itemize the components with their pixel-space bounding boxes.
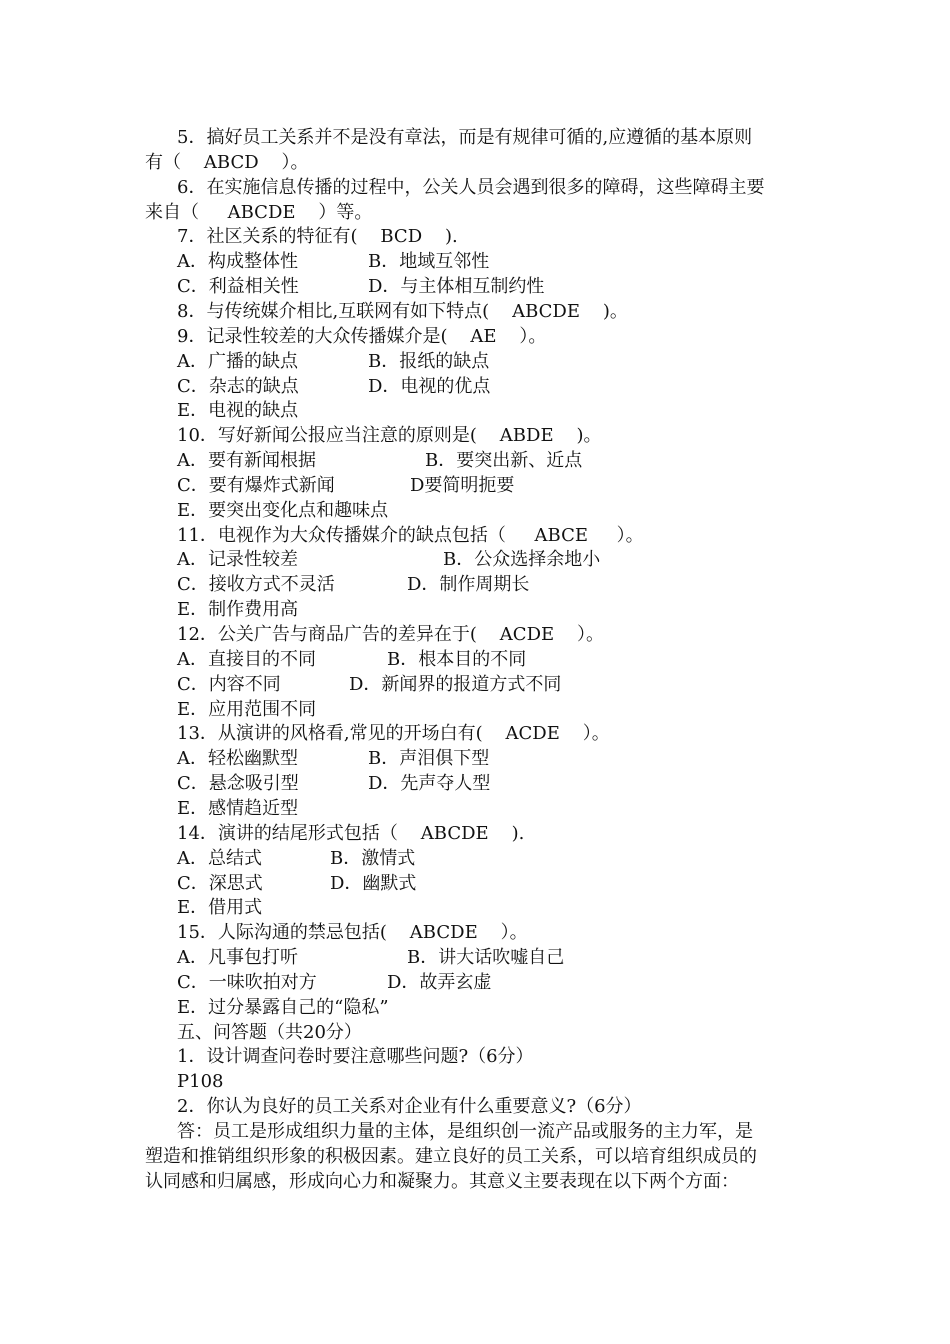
text-line (0, 746, 950, 771)
text-segment: 5．搞好员工关系并不是没有章法，而是有规律可循的,应遵循的基本原则 (177, 127, 753, 148)
text-segment: E．借用式 (177, 897, 263, 919)
text-segment: 15．人际沟通的禁忌包括( ABCDE ）。 (177, 922, 528, 944)
text-segment: 14．演讲的结尾形式包括（ ABCDE ). (177, 822, 525, 844)
text-segment: B．报纸的缺点 (368, 350, 490, 372)
text-line (0, 647, 950, 672)
text-line (0, 1020, 950, 1045)
text-segment: A．广播的缺点 (177, 350, 298, 372)
text-segment: B．要突出新、近点 (425, 450, 583, 472)
text-line (0, 895, 950, 920)
text-line (0, 448, 950, 473)
text-line (0, 871, 950, 896)
text-segment: E．电视的缺点 (177, 400, 299, 422)
text-segment: B．声泪俱下型 (368, 748, 490, 770)
text-line (0, 945, 950, 970)
text-segment: E．应用范围不同 (177, 698, 317, 720)
text-segment: 塑造和推销组织形象的积极因素。建立良好的员工关系，可以培育组织成员的 (145, 1145, 757, 1167)
text-line (0, 398, 950, 423)
text-segment: 6．在实施信息传播的过程中，公关人员会遇到很多的障碍，这些障碍主要 (177, 176, 765, 198)
text-segment: P108 (177, 1071, 224, 1093)
text-segment: 2．你认为良好的员工关系对企业有什么重要意义?（6分） (177, 1096, 642, 1118)
text-segment: 9．记录性较差的大众传播媒介是( AE ）。 (177, 325, 547, 347)
text-segment: 11．电视作为大众传播媒介的缺点包括（ ABCE ）。 (177, 524, 644, 546)
text-segment: A．轻松幽默型 (177, 748, 298, 770)
text-segment: B．根本目的不同 (387, 648, 527, 670)
text-segment: 来自（ ABCDE ）等。 (145, 201, 373, 223)
text-line (0, 1044, 950, 1069)
text-segment: 答：员工是形成组织力量的主体，是组织创一流产品或服务的主力军，是 (177, 1121, 753, 1142)
text-segment: D．电视的优点 (368, 375, 491, 397)
text-segment: C．要有爆炸式新闻 (177, 474, 335, 496)
text-line (0, 274, 950, 299)
text-line (0, 970, 950, 995)
text-line (0, 374, 950, 399)
text-line (0, 1069, 950, 1094)
text-segment: D．故弄玄虚 (387, 971, 492, 993)
text-segment: 10．写好新闻公报应当注意的原则是( ABDE )。 (177, 425, 602, 447)
text-segment: 13．从演讲的风格看,常见的开场白有( ACDE ）。 (177, 723, 610, 745)
text-line (0, 771, 950, 796)
text-line (0, 1144, 950, 1169)
text-segment: E．要突出变化点和趣味点 (177, 499, 389, 521)
text-line (0, 498, 950, 523)
text-line (0, 200, 950, 225)
text-segment: 有（ ABCD ）。 (145, 151, 309, 173)
text-segment: C．内容不同 (177, 673, 281, 695)
text-segment: B．讲大话吹嘘自己 (407, 947, 565, 969)
text-segment: A．记录性较差 (177, 549, 298, 571)
text-line (0, 324, 950, 349)
text-segment: 五、问答题（共20分） (177, 1021, 362, 1043)
text-line (0, 523, 950, 548)
text-line (0, 721, 950, 746)
text-segment: C．利益相关性 (177, 276, 299, 298)
text-line (0, 1119, 950, 1144)
text-line (0, 821, 950, 846)
text-segment: 12．公关广告与商品广告的差异在于( ACDE ）。 (177, 624, 605, 645)
text-line (0, 1169, 950, 1194)
text-line (0, 299, 950, 324)
text-segment: D．与主体相互制约性 (368, 276, 545, 298)
text-segment: 8．与传统媒介相比,互联网有如下特点( ABCDE )。 (177, 300, 628, 322)
text-segment: D．新闻界的报道方式不同 (349, 673, 562, 695)
text-segment: A．要有新闻根据 (177, 450, 316, 472)
text-line (0, 423, 950, 448)
text-line (0, 150, 950, 175)
text-segment: B．地域互邻性 (368, 251, 490, 273)
text-segment: B．公众选择余地小 (443, 549, 601, 571)
text-segment: D要简明扼要 (410, 474, 515, 496)
text-segment: C．悬念吸引型 (177, 773, 299, 795)
text-line (0, 796, 950, 821)
text-line (0, 672, 950, 697)
text-segment: A．总结式 (177, 847, 262, 869)
text-segment: D．先声夺人型 (368, 773, 491, 795)
text-segment: E．过分暴露自己的“隐私” (177, 996, 389, 1018)
text-segment: C．一味吹拍对方 (177, 971, 317, 993)
text-segment: C．杂志的缺点 (177, 375, 299, 397)
text-line (0, 920, 950, 945)
text-segment: A．凡事包打听 (177, 947, 298, 969)
text-line (0, 572, 950, 597)
text-segment: E．制作费用高 (177, 599, 299, 621)
text-line (0, 349, 950, 374)
text-segment: E．感情趋近型 (177, 797, 299, 819)
text-segment: A．构成整体性 (177, 251, 298, 273)
text-line (0, 473, 950, 498)
text-line (0, 249, 950, 274)
text-line (0, 175, 950, 200)
text-segment: A．直接目的不同 (177, 648, 316, 670)
text-segment: C．接收方式不灵活 (177, 574, 335, 596)
text-segment: D．幽默式 (330, 872, 417, 894)
text-segment: 7．社区关系的特征有( BCD ). (177, 226, 458, 248)
text-line (0, 1094, 950, 1119)
text-segment: B．激情式 (330, 847, 416, 869)
text-line (0, 622, 950, 647)
text-segment: 1．设计调查问卷时要注意哪些问题?（6分） (177, 1046, 534, 1068)
text-segment: 认同感和归属感，形成向心力和凝聚力。其意义主要表现在以下两个方面： (145, 1170, 739, 1192)
text-line (0, 547, 950, 572)
text-segment: C．深思式 (177, 872, 263, 894)
text-segment: D．制作周期长 (407, 574, 530, 596)
text-line (0, 697, 950, 722)
text-line (0, 597, 950, 622)
text-line (0, 846, 950, 871)
text-line (0, 125, 950, 150)
text-line (0, 224, 950, 249)
text-line (0, 995, 950, 1020)
